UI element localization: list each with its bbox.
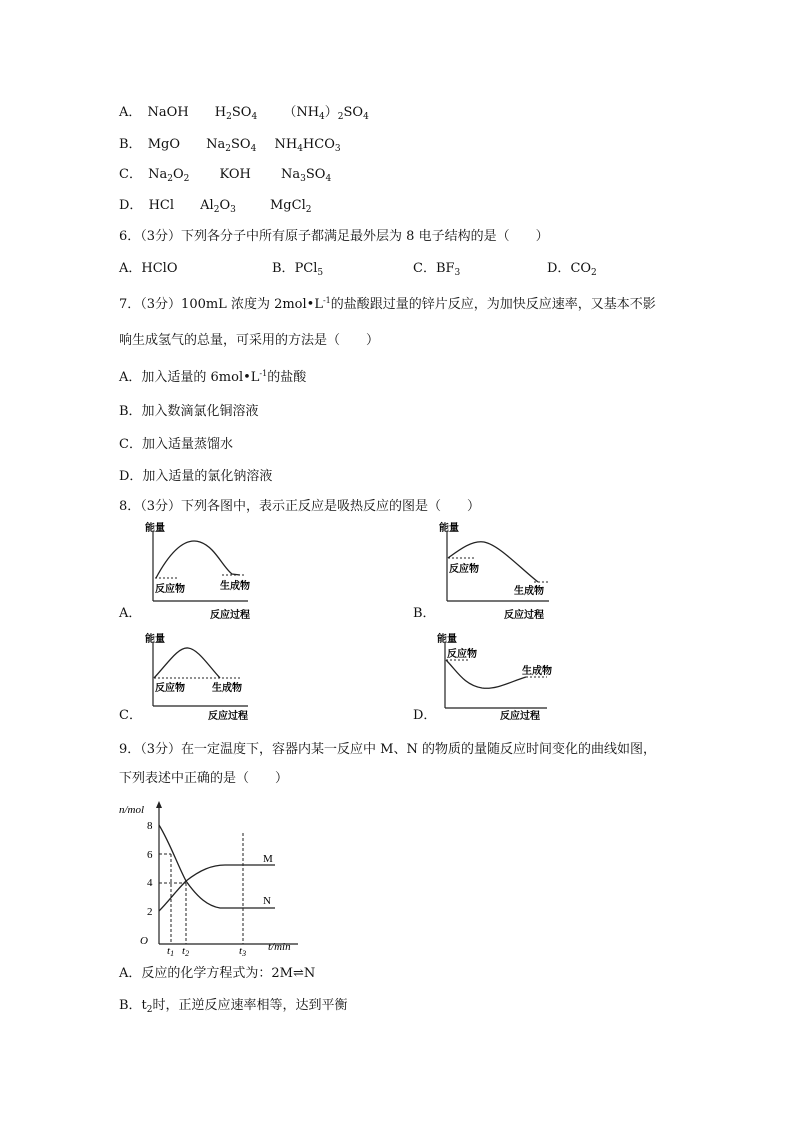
origin-label: O bbox=[140, 935, 148, 947]
q7-option-a: A．加入适量的 $6mol•L^{-1}$的盐酸 bbox=[119, 369, 307, 385]
q7-option-d: D．加入适量的氯化钠溶液 bbox=[119, 469, 273, 484]
q8-option-c: C． bbox=[119, 708, 142, 723]
series-n-label: N bbox=[263, 895, 271, 907]
q8-option-a: A． bbox=[119, 606, 142, 621]
reactant-label: 反应物 bbox=[155, 584, 185, 595]
q9-option-b: B．$t_2$时，正逆反应速率相等，达到平衡 bbox=[119, 998, 348, 1015]
q8-graph-b bbox=[434, 522, 554, 622]
q7-option-b: B．加入数滴氯化铜溶液 bbox=[119, 404, 259, 419]
q9-option-a: A．反应的化学方程式为：2M⇌N bbox=[119, 966, 316, 981]
reactant-label: 反应物 bbox=[449, 564, 479, 575]
q6-option-b: B．PCl$_5$ bbox=[272, 261, 324, 278]
x-axis-label: 反应过程 bbox=[208, 711, 248, 722]
q8-option-b: B． bbox=[413, 606, 436, 621]
y-axis-label: 能量 bbox=[145, 634, 165, 645]
q6-stem: 6．（3分）下列各分子中所有原子都满足最外层为 8 电子结构的是（ ） bbox=[119, 229, 549, 244]
x-axis-label: 反应过程 bbox=[210, 610, 250, 621]
q8-graph-a bbox=[140, 522, 250, 622]
q7-stem-line1: 7．（3分）100mL 浓度为 $2mol•L^{-1}$的盐酸跟过量的锌片反应，为加快反应速率，又基本不影 bbox=[119, 296, 656, 312]
t3-label: t3 bbox=[239, 945, 247, 958]
y-tick-8: 8 bbox=[147, 820, 153, 832]
q8-graph-d bbox=[432, 633, 552, 725]
q9-stem-line2: 下列表述中正确的是（ ） bbox=[119, 771, 289, 786]
q6-option-d: D．$CO_2$ bbox=[547, 261, 597, 278]
y-tick-2: 2 bbox=[147, 906, 153, 918]
y-axis-label: n/mol bbox=[119, 804, 145, 816]
q5-option-d: D． HCl $Al_2O_3$ MgCl$_2$ bbox=[119, 198, 312, 215]
q6-option-a: A．HClO bbox=[119, 261, 178, 276]
y-axis-label: 能量 bbox=[145, 523, 165, 534]
q9-chart bbox=[119, 798, 310, 958]
y-axis-label: 能量 bbox=[439, 523, 459, 534]
product-label: 生成物 bbox=[212, 683, 242, 694]
series-n-line bbox=[159, 825, 275, 908]
y-tick-4: 4 bbox=[147, 877, 153, 889]
q7-option-c: C．加入适量蒸馏水 bbox=[119, 437, 233, 452]
reactant-label: 反应物 bbox=[155, 683, 185, 694]
series-m-label: M bbox=[263, 853, 273, 865]
product-label: 生成物 bbox=[220, 581, 250, 592]
q8-option-d: D． bbox=[413, 708, 437, 723]
q9-stem-line1: 9．（3分）在一定温度下，容器内某一反应中 M、N 的物质的量随反应时间变化的曲线如图， bbox=[119, 742, 656, 757]
q8-graph-c bbox=[140, 633, 250, 725]
product-label: 生成物 bbox=[522, 666, 552, 677]
q7-stem-line2: 响生成氢气的总量，可采用的方法是（ ） bbox=[119, 333, 380, 348]
q5-option-c: C． $Na_2O_2$ KOH $Na_3SO_4$ bbox=[119, 167, 332, 184]
product-label: 生成物 bbox=[514, 586, 544, 597]
y-axis-label: 能量 bbox=[437, 634, 457, 645]
y-tick-6: 6 bbox=[147, 849, 153, 861]
reactant-label: 反应物 bbox=[447, 649, 477, 660]
x-axis-label: 反应过程 bbox=[504, 610, 544, 621]
q8-stem: 8．（3分）下列各图中，表示正反应是吸热反应的图是（ ） bbox=[119, 499, 481, 514]
x-axis-label: t/min bbox=[268, 941, 291, 953]
series-m-line bbox=[159, 865, 275, 911]
x-axis-label: 反应过程 bbox=[500, 711, 540, 722]
t2-label: t2 bbox=[182, 945, 190, 958]
q6-option-c: C．$BF_3$ bbox=[413, 261, 461, 278]
q5-option-a: A． NaOH $H_2SO_4$ $(NH_4)_2SO_4$ bbox=[119, 105, 369, 122]
t1-label: t1 bbox=[167, 945, 175, 958]
q5-option-b: B． MgO $Na_2SO_4$ $NH_4HCO_3$ bbox=[119, 137, 341, 154]
